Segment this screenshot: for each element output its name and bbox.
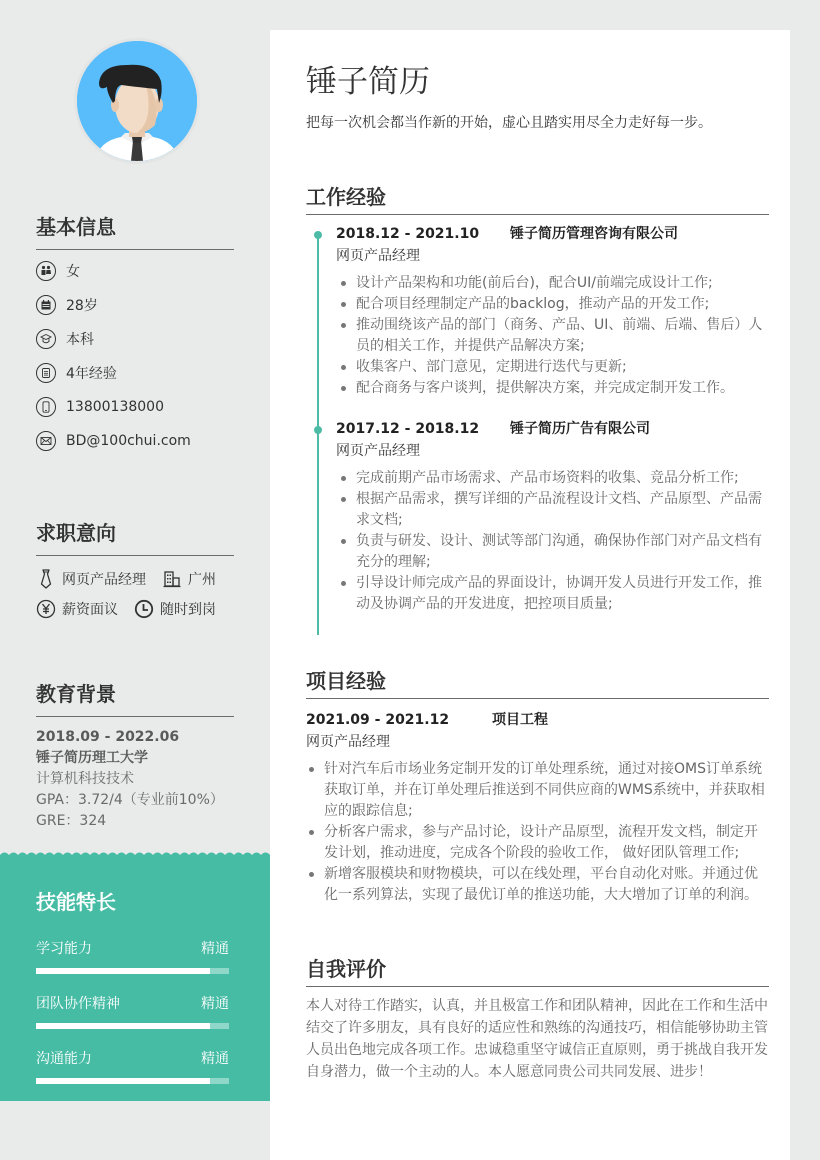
phone-icon [36, 397, 56, 417]
section-title: 技能特长 [36, 890, 116, 914]
resume-motto: 把每一次机会都当作新的开始，虚心且踏实用尽全力走好每一步。 [306, 115, 712, 131]
job-bullet: 配合项目经理制定产品的backlog，推动产品的开发工作; [336, 294, 769, 315]
work-experience-section [306, 182, 769, 615]
job-bullet: 设计产品架构和功能(前后台)，配合UI/前端完成设计工作; [336, 273, 769, 294]
tie-icon [36, 569, 56, 589]
job-bullet: 推动围绕该产品的部门（商务、产品、UI、前端、后端、售后）人员的相关工作，并提供产品解决方案; [336, 315, 769, 357]
self-evaluation-text: 本人对待工作踏实，认真，并且极富工作和团队精神，因此在工作和生活中结交了许多朋友，具有良好的适应性和熟练的沟通技巧，相信能够协助主管人员出色地完成各项工作。忠诚稳重坚守诚信正直原则，勇于挑战自我开发自身潜力，做一个主动的人。本人愿意同贵公司共同发展、进步！ [306, 998, 768, 1080]
intent-availability: 随时到岗 [134, 599, 216, 619]
education-date: 2018.09 - 2022.06 [36, 729, 180, 745]
main-content [270, 30, 790, 1160]
job-company: 锤子简历管理咨询有限公司 [510, 226, 678, 242]
divider [36, 555, 234, 556]
job-bullet: 配合商务与客户谈判，提供解决方案，并完成定制开发工作。 [336, 378, 769, 399]
education-section [36, 679, 234, 832]
skills-section [0, 858, 270, 1101]
sidebar [0, 0, 270, 1160]
info-gender: 女 [36, 254, 234, 288]
skill-item: 沟通能力 精通 [36, 1046, 229, 1084]
self-evaluation-section [306, 954, 769, 1083]
info-degree: 本科 [36, 322, 234, 356]
divider [306, 986, 769, 987]
section-title: 基本信息 [36, 215, 116, 239]
education-gpa: GPA：3.72/4（专业前10%） [36, 792, 224, 808]
job-bullet: 根据产品需求，撰写详细的产品流程设计文档、产品原型、产品需求文档; [336, 489, 769, 531]
job-entry [306, 223, 769, 399]
job-bullet: 收集客户、部门意见，定期进行迭代与更新; [336, 357, 769, 378]
section-title: 自我评价 [306, 957, 386, 981]
timeline-dot [314, 426, 322, 434]
person-avatar-icon [77, 41, 197, 161]
skill-progress-bar [36, 968, 229, 974]
gender-icon [36, 261, 56, 281]
job-bullet: 引导设计师完成产品的界面设计，协调开发人员进行开发工作，推动及协调产品的开发进度，把控项目质量; [336, 573, 769, 615]
info-experience: 4年经验 [36, 356, 234, 390]
education-gre: GRE：324 [36, 813, 107, 829]
job-role: 网页产品经理 [336, 443, 420, 459]
yen-icon [36, 599, 56, 619]
job-date: 2017.12 - 2018.12 [336, 421, 480, 437]
timeline [306, 223, 769, 615]
mail-icon [36, 431, 56, 451]
info-email: BD@100chui.com [36, 424, 234, 458]
graduation-icon [36, 329, 56, 349]
job-bullet: 负责与研发、设计、测试等部门沟通，确保协作部门对产品文档有充分的理解; [336, 531, 769, 573]
section-title: 教育背景 [36, 682, 116, 706]
divider [36, 716, 234, 717]
intent-position: 网页产品经理 [36, 569, 146, 589]
resume-name: 锤子简历 [306, 64, 430, 100]
wave-divider [0, 850, 270, 859]
education-school: 锤子简历理工大学 [36, 750, 148, 766]
project-bullet: 针对汽车后市场业务定制开发的订单处理系统，通过对接OMS订单系统获取订单，并在订单处理后推送到不同供应商的WMS系统中，并获取相应的跟踪信息; [306, 759, 769, 822]
intent-city: 广州 [162, 569, 216, 589]
divider [306, 214, 769, 215]
divider [36, 249, 234, 250]
job-entry [306, 418, 769, 615]
intent-salary: 薪资面议 [36, 599, 118, 619]
job-date: 2018.12 - 2021.10 [336, 226, 480, 242]
timeline-dot [314, 231, 322, 239]
section-title: 工作经验 [306, 185, 386, 209]
avatar [74, 38, 200, 164]
divider [306, 698, 769, 699]
skill-item: 学习能力 精通 [36, 936, 229, 974]
document-icon [36, 363, 56, 383]
info-age: 28岁 [36, 288, 234, 322]
education-major: 计算机科技技术 [36, 771, 134, 787]
section-title: 项目经验 [306, 669, 386, 693]
skill-item: 团队协作精神 精通 [36, 991, 229, 1029]
project-experience-section [306, 666, 769, 906]
job-bullet: 完成前期产品市场需求、产品市场资料的收集、竞品分析工作; [336, 468, 769, 489]
project-date: 2021.09 - 2021.12 [306, 712, 450, 728]
info-phone: 13800138000 [36, 390, 234, 424]
project-bullet: 新增客服模块和财物模块，可以在线处理，平台自动化对账。并通过优化一系列算法，实现了最优订单的推送功能，大大增加了订单的利润。 [306, 864, 769, 906]
project-name: 项目工程 [492, 712, 548, 728]
job-company: 锤子简历广告有限公司 [510, 421, 650, 437]
job-role: 网页产品经理 [336, 248, 420, 264]
project-role: 网页产品经理 [306, 734, 390, 750]
project-bullet: 分析客户需求，参与产品讨论，设计产品原型，流程开发文档，制定开发计划，推动进度，完成各个阶段的验收工作， 做好团队管理工作; [306, 822, 769, 864]
clock-icon [134, 599, 154, 619]
calendar-icon [36, 295, 56, 315]
building-icon [162, 569, 182, 589]
avatar-image [77, 41, 197, 161]
skill-progress-bar [36, 1023, 229, 1029]
skill-progress-bar [36, 1078, 229, 1084]
section-title: 求职意向 [36, 521, 116, 545]
job-intent-section [36, 518, 234, 624]
basic-info-section [36, 212, 234, 458]
